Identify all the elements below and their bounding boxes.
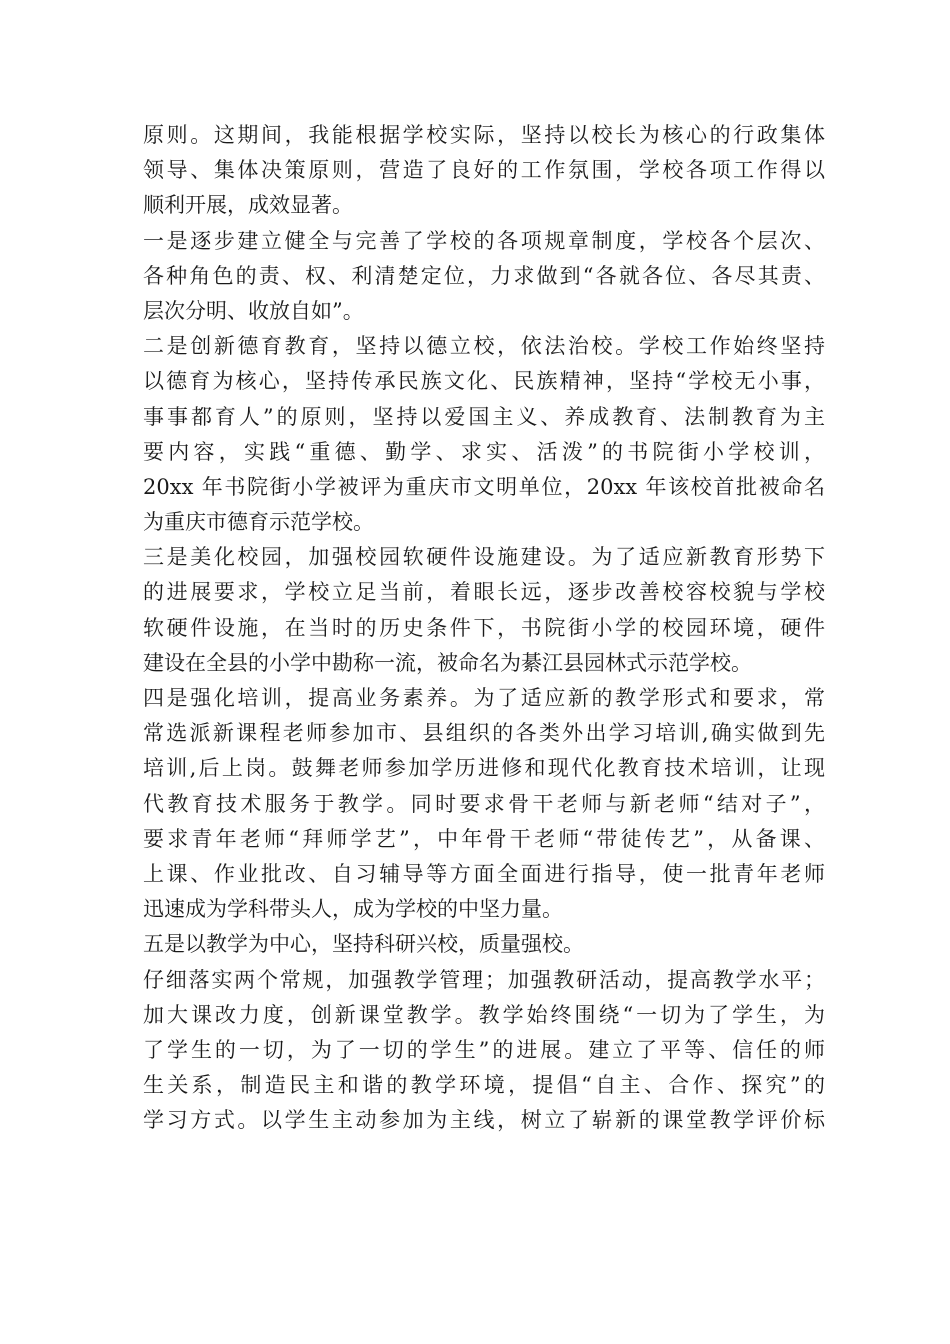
text-line: 20xx 年书院街小学被评为重庆市文明单位，20xx 年该校首批被命名 [143,474,825,499]
text-line: 仔细落实两个常规，加强教学管理；加强教研活动，提高教学水平； [143,967,825,992]
text-line: 培训,后上岗。鼓舞老师参加学历进修和现代化教育技术培训，让现 [143,756,825,781]
text-line: 软硬件设施，在当时的历史条件下，书院街小学的校园环境，硬件 [143,615,825,640]
text-line: 五是以教学为中心，坚持科研兴校，质量强校。 [143,932,584,957]
document-body [143,118,825,1138]
text-line: 加大课改力度，创新课堂教学。教学始终围绕“一切为了学生，为 [143,1002,825,1027]
text-line: 一是逐步建立健全与完善了学校的各项规章制度，学校各个层次、 [143,228,825,253]
text-line: 层次分明、收放自如”。 [143,298,364,323]
paragraph-moral-education [143,329,825,540]
text-line: 三是美化校园，加强校园软硬件设施建设。为了适应新教育形势下 [143,545,825,570]
text-line: 常选派新课程老师参加市、县组织的各类外出学习培训,确实做到先 [143,721,825,746]
paragraph-teaching-center [143,927,825,962]
text-line: 顺利开展，成效显著。 [143,193,353,218]
text-line: 四是强化培训，提高业务素养。为了适应新的教学形式和要求，常 [143,686,825,710]
text-line: 代教育技术服务于教学。同时要求骨干老师与新老师“结对子”， [143,791,825,816]
text-line: 的进展要求，学校立足当前，着眼长远，逐步改善校容校貌与学校 [143,580,825,605]
paragraph-intro [143,118,825,224]
paragraph-training [143,681,825,927]
text-line: 二是创新德育教育，坚持以德立校，依法治校。学校工作始终坚持 [143,334,825,359]
paragraph-campus [143,540,825,681]
text-line: 了学生的一切，为了一切的学生”的进展。建立了平等、信任的师 [143,1037,825,1062]
text-line: 上课、作业批改、自习辅导等方面全面进行指导，使一批青年老师 [143,861,825,886]
text-line: 为重庆市德育示范学校。 [143,510,374,535]
text-line: 要求青年老师“拜师学艺”，中年骨干老师“带徒传艺”，从备课、 [143,826,825,851]
text-line: 领导、集体决策原则，营造了良好的工作氛围，学校各项工作得以 [143,158,825,183]
text-line: 要内容，实践“重德、勤学、求实、活泼”的书院街小学校训， [143,439,825,464]
text-line: 原则。这期间，我能根据学校实际，坚持以校长为核心的行政集体 [143,123,825,147]
text-line: 生关系，制造民主和谐的教学环境，提倡“自主、合作、探究”的 [143,1073,825,1098]
paragraph-teaching-management [143,963,825,1139]
text-line: 学习方式。以学生主动参加为主线，树立了崭新的课堂教学评价标 [143,1108,825,1133]
text-line: 以德育为核心，坚持传承民族文化、民族精神，坚持“学校无小事， [143,369,825,394]
text-line: 各种角色的责、权、利清楚定位，力求做到“各就各位、各尽其责、 [143,263,825,288]
paragraph-rules [143,224,825,330]
text-line: 事事都育人”的原则，坚持以爱国主义、养成教育、法制教育为主 [143,404,825,429]
text-line: 迅速成为学科带头人，成为学校的中坚力量。 [143,897,563,922]
text-line: 建设在全县的小学中勘称一流，被命名为綦江县园林式示范学校。 [143,650,752,675]
